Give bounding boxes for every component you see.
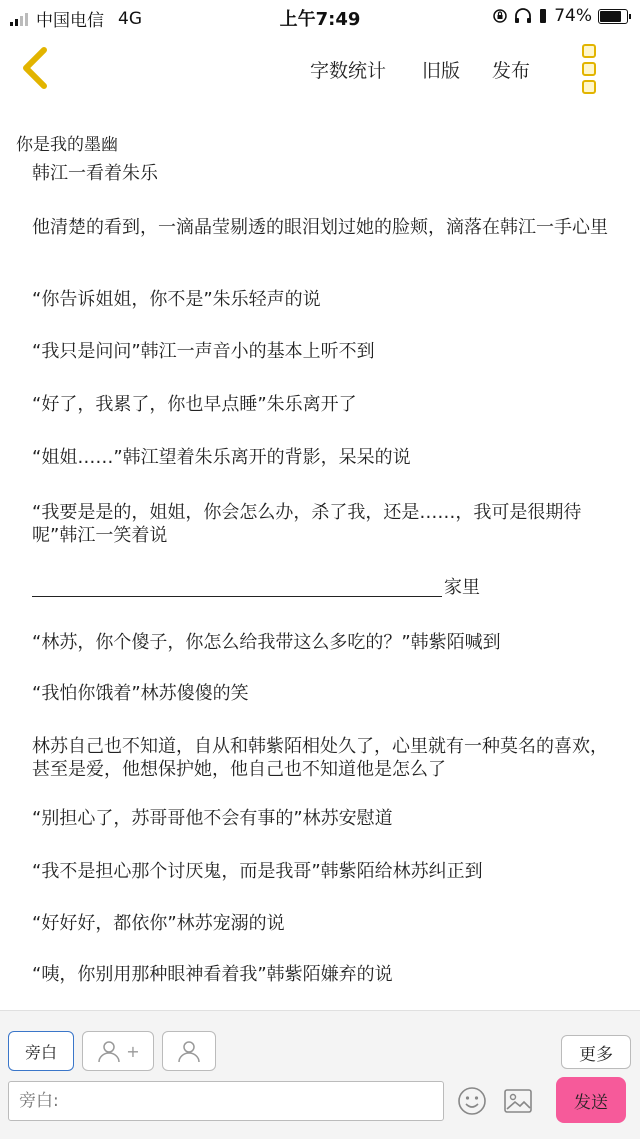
person-icon: [96, 1038, 122, 1064]
paragraph[interactable]: 林苏自己也不知道，自从和韩紫陌相处久了，心里就有一种莫名的喜欢，甚至是爱，他想保护她，他自己也不知道他是怎么了: [32, 736, 608, 780]
location-icon: [538, 8, 548, 24]
paragraph[interactable]: “林苏，你个傻子，你怎么给我带这么多吃的？”韩紫陌喊到: [32, 632, 501, 653]
clock: 上午7:49: [279, 9, 361, 30]
emoji-icon[interactable]: [456, 1085, 488, 1117]
document-title: 你是我的墨幽: [16, 135, 118, 155]
chevron-left-icon: [18, 44, 52, 94]
more-button[interactable]: 更多: [561, 1035, 631, 1069]
image-icon[interactable]: [502, 1085, 534, 1117]
paragraph[interactable]: “我怕你饿着”林苏傻傻的笑: [32, 683, 249, 704]
send-button[interactable]: 发送: [556, 1077, 626, 1123]
narration-tab[interactable]: [8, 1031, 74, 1071]
orientation-lock-icon: [492, 8, 508, 24]
narration-tab-label: 旁白: [24, 1042, 57, 1062]
status-bar: [0, 0, 640, 34]
headphones-icon: [514, 8, 532, 24]
top-toolbar: [0, 34, 640, 104]
paragraph[interactable]: “我要是是的，姐姐，你会怎么办，杀了我，还是……，我可是很期待呢”韩江一笑着说: [32, 502, 582, 546]
add-role-button[interactable]: [82, 1031, 154, 1071]
paragraph[interactable]: “别担心了，苏哥哥他不会有事的”林苏安慰道: [32, 808, 393, 829]
status-right: [492, 6, 628, 26]
battery-percent: 74%: [554, 6, 592, 26]
person-icon: [176, 1038, 202, 1064]
paragraph[interactable]: “好了，我累了，你也早点睡”朱乐离开了: [32, 394, 357, 415]
paragraph[interactable]: “我只是问问”韩江一声音小的基本上听不到: [32, 341, 375, 362]
carrier: 中国电信: [36, 11, 104, 31]
word-count-button[interactable]: 字数统计: [310, 60, 387, 82]
paragraph[interactable]: “你告诉姐姐，你不是”朱乐轻声的说: [32, 289, 321, 310]
battery-fill: [600, 11, 621, 22]
old-version-button[interactable]: 旧版: [422, 60, 461, 82]
battery-icon: [598, 9, 628, 24]
publish-button[interactable]: 发布: [492, 60, 531, 82]
more-menu-icon[interactable]: [578, 44, 600, 94]
plus-icon: +: [126, 1041, 140, 1061]
compose-panel: [0, 1010, 640, 1139]
paragraph[interactable]: “姐姐……”韩江望着朱乐离开的背影，呆呆的说: [32, 447, 411, 468]
section-divider: [32, 596, 442, 597]
paragraph[interactable]: “咦，你别用那种眼神看着我”韩紫陌嫌弃的说: [32, 964, 393, 985]
network-type: 4G: [118, 8, 142, 29]
narration-input[interactable]: [8, 1081, 444, 1121]
paragraph[interactable]: 他清楚的看到，一滴晶莹剔透的眼泪划过她的脸颊，滴落在韩江一手心里: [32, 217, 608, 238]
back-button[interactable]: [18, 44, 58, 94]
paragraph[interactable]: “我不是担心那个讨厌鬼，而是我哥”韩紫陌给林苏纠正到: [32, 861, 483, 882]
section-label[interactable]: 家里: [444, 577, 480, 598]
paragraph[interactable]: “好好好，都依你”林苏宠溺的说: [32, 913, 285, 934]
story-content[interactable]: [0, 160, 640, 1010]
paragraph[interactable]: 韩江一看着朱乐: [32, 163, 158, 182]
role-avatar-button[interactable]: [162, 1031, 216, 1071]
